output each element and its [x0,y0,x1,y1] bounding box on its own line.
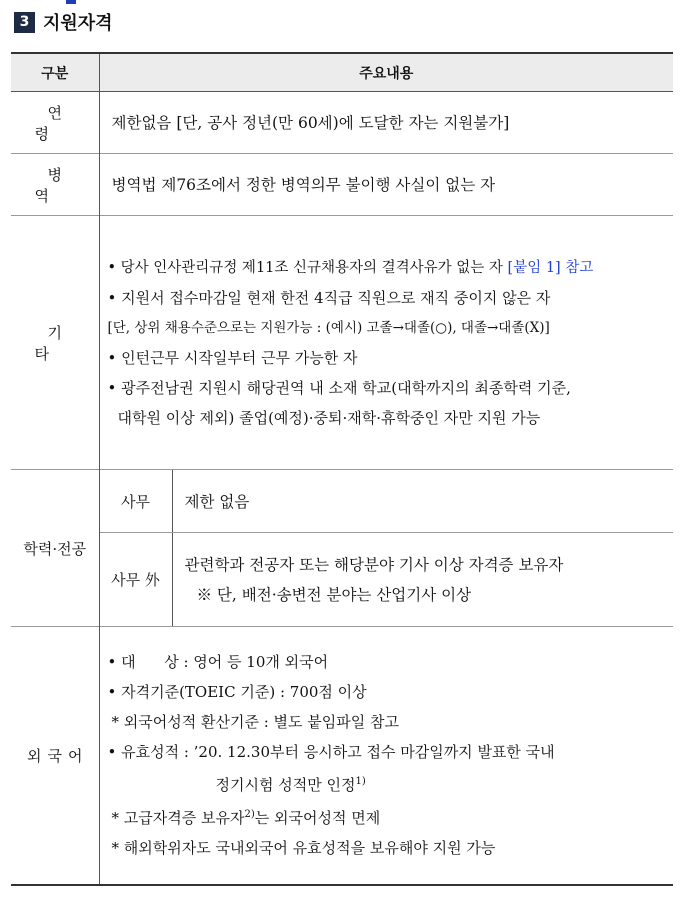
education-office-text: 제한 없음 [184,493,250,511]
language-line-2: • 자격기준(TOEIC 기준) : 700점 이상 [107,683,367,702]
table-row-military [11,154,673,216]
education-nonoffice-content [173,550,564,610]
other-line-6: 대학원 이상 제외) 졸업(예정)·중퇴·재학·휴학중인 자만 지원 가능 [117,408,541,427]
row-content-other [99,216,673,470]
row-label-age: 연령 [11,92,99,154]
table-row-other [11,216,673,470]
table-header-row [11,53,673,92]
footnote-1-marker: 1) [355,776,366,788]
education-nonoffice-row [100,533,674,626]
row-label-language: 외국어 [11,627,99,885]
reference-link-text: [붙임 1] 참고 [507,259,594,276]
table-row-education [11,470,673,627]
language-line-6: * 고급자격증 보유자$^{2)}$는 외국어성적 면제 [111,809,381,828]
language-line-4: • 유효성적 : ’20. 12.30부터 응시하고 접수 마감일까지 발표한 국내 [107,743,555,762]
education-office-label: 사무 [100,470,173,532]
other-line-5: • 광주전남권 지원시 해당권역 내 소재 학교(대학까지의 최종학력 기준, [107,378,571,397]
row-content-language [99,627,673,885]
nonoffice-line-1: 관련학과 전공자 또는 해당분야 기사 이상 자격증 보유자 [184,555,564,574]
qualification-table [11,52,673,886]
row-content-age: 제한없음 [단, 공사 정년(만 60세)에 도달한 자는 지원불가] [111,113,510,132]
header-content: 주요내용 [99,53,673,92]
row-content-education [99,470,673,627]
table-row-age [11,92,673,154]
language-line-3: * 외국어성적 환산기준 : 별도 붙임파일 참고 [111,713,399,732]
language-line-1: • 대 상 : 영어 등 10개 외국어 [107,653,329,672]
section-heading [14,10,113,34]
language-line-5: 정기시험 성적만 인정$^{1)}$ [215,776,366,795]
row-label-other: 기타 [11,216,99,470]
footnote-2-marker: 2) [244,809,255,821]
header-category: 구분 [11,53,99,92]
table-row-language [11,627,673,885]
top-accent-mark [66,0,76,4]
row-label-education: 학력·전공 [11,470,99,627]
education-office-row [100,470,674,533]
other-line-4: • 인턴근무 시작일부터 근무 가능한 자 [107,348,358,367]
language-line-7: * 해외학위자도 국내외국어 유효성적을 보유해야 지원 가능 [111,839,496,858]
other-line-1: • 당사 인사관리규정 제11조 신규채용자의 결격사유가 없는 자 [붙임 1] 참고 [107,259,594,276]
row-label-military: 병역 [11,154,99,216]
nonoffice-line-2: ※ 단, 배전·송변전 분야는 산업기사 이상 [196,585,472,604]
other-line-3: [단, 상위 채용수준으로는 지원가능 : (예시) 고졸→대졸(○), 대졸→대졸(X)] [107,319,550,336]
education-nonoffice-label: 사무 外 [100,533,173,626]
other-line-2: • 지원서 접수마감일 현재 한전 4직급 직원으로 재직 중이지 않은 자 [107,288,551,307]
row-content-military: 병역법 제76조에서 정한 병역의무 불이행 사실이 없는 자 [111,175,496,194]
section-number: 3 [14,12,35,33]
section-title: 지원자격 [43,13,113,34]
